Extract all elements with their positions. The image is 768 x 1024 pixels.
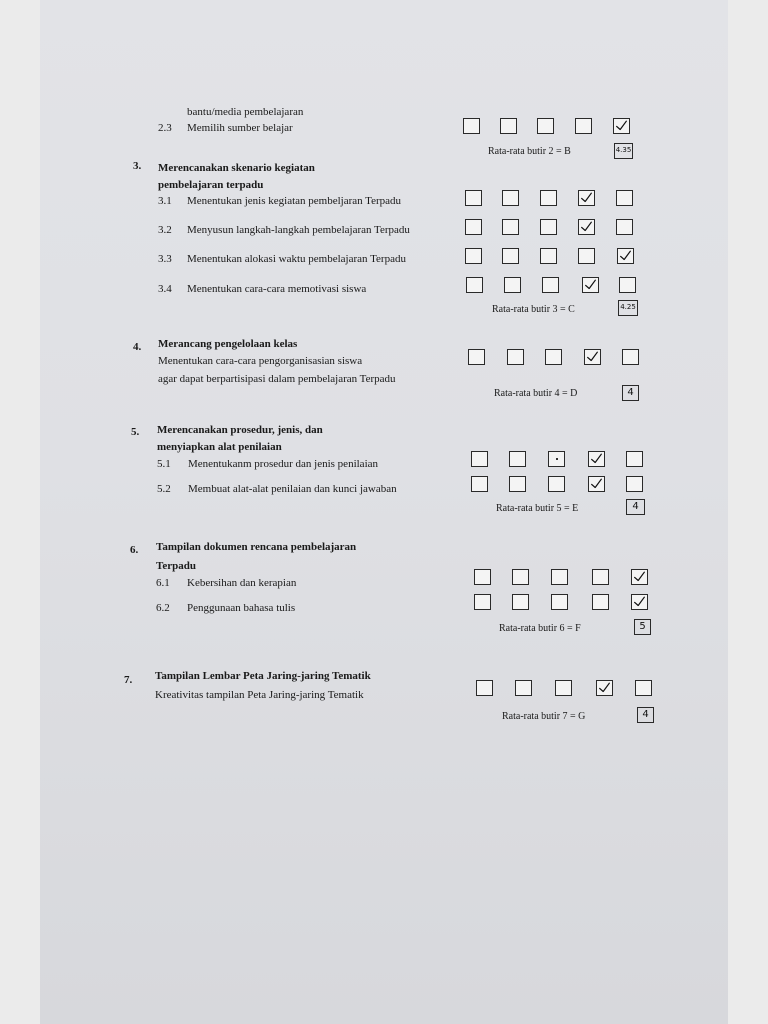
rating-checkbox-r2-3-3[interactable] — [537, 118, 554, 134]
rating-checkbox-r5-1-5[interactable] — [626, 451, 643, 467]
s3-title-line1: Merencanakan skenario kegiatan — [158, 162, 315, 174]
rating-checkbox-r4-5[interactable] — [622, 349, 639, 365]
checkmark-icon — [579, 220, 594, 234]
rating-checkbox-r7-2[interactable] — [515, 680, 532, 696]
item-3-1-number: 3.1 — [158, 195, 172, 207]
item-6-1-number: 6.1 — [156, 577, 170, 589]
checkmark-icon — [589, 477, 604, 491]
item-3-1-text: Menentukan jenis kegiatan pembeljaran Terpadu — [187, 195, 402, 207]
rating-checkbox-r5-1-3[interactable] — [548, 451, 565, 467]
rating-checkbox-r2-3-2[interactable] — [500, 118, 517, 134]
rating-checkbox-r3-2-4[interactable] — [578, 219, 595, 235]
s2-prev-line: bantu/media pembelajaran — [187, 106, 304, 118]
rating-checkbox-r3-4-4[interactable] — [582, 277, 599, 293]
checkmark-icon — [632, 595, 647, 609]
rating-checkbox-r4-3[interactable] — [545, 349, 562, 365]
s7-title: Tampilan Lembar Peta Jaring-jaring Tematik — [155, 670, 371, 682]
item-3-2-number: 3.2 — [158, 224, 172, 236]
item-6-2-text: Penggunaan bahasa tulis — [187, 602, 296, 614]
item-2-3-number: 2.3 — [158, 122, 172, 134]
rating-checkbox-r5-2-5[interactable] — [626, 476, 643, 492]
rating-checkbox-r7-4[interactable] — [596, 680, 613, 696]
rating-checkbox-r6-1-3[interactable] — [551, 569, 568, 585]
s2-average-label: Rata-rata butir 2 = B — [488, 146, 571, 157]
item-6-1-text: Kebersihan dan kerapian — [187, 577, 297, 589]
item-5-2-text: Membuat alat-alat penilaian dan kunci jawaban — [188, 483, 397, 495]
rating-checkbox-r6-2-1[interactable] — [474, 594, 491, 610]
rating-checkbox-r4-1[interactable] — [468, 349, 485, 365]
rating-checkbox-r5-2-4[interactable] — [588, 476, 605, 492]
rating-checkbox-r7-5[interactable] — [635, 680, 652, 696]
item-5-2-number: 5.2 — [157, 483, 171, 495]
item-3-4-number: 3.4 — [158, 283, 172, 295]
item-5-1-number: 5.1 — [157, 458, 171, 470]
rating-checkbox-r7-3[interactable] — [555, 680, 572, 696]
checkmark-icon — [597, 681, 612, 695]
s4-number: 4. — [133, 341, 142, 353]
item-3-3-text: Menentukan alokasi waktu pembelajaran Terpadu — [187, 253, 406, 265]
s7-line1: Kreativitas tampilan Peta Jaring-jaring Tematik — [155, 689, 364, 701]
item-5-1-text: Menentukanm prosedur dan jenis penilaian — [188, 458, 379, 470]
rating-checkbox-r3-2-5[interactable] — [616, 219, 633, 235]
rating-checkbox-r2-3-5[interactable] — [613, 118, 630, 134]
s6-number: 6. — [130, 544, 139, 556]
rating-checkbox-r3-3-1[interactable] — [465, 248, 482, 264]
s4-average-label: Rata-rata butir 4 = D — [494, 388, 578, 399]
s2-average-score: 4.35 — [614, 143, 633, 159]
s4-title: Merancang pengelolaan kelas — [158, 338, 298, 350]
rating-checkbox-r2-3-4[interactable] — [575, 118, 592, 134]
rating-checkbox-r6-2-4[interactable] — [592, 594, 609, 610]
rating-checkbox-r5-1-2[interactable] — [509, 451, 526, 467]
rating-checkbox-r3-3-4[interactable] — [578, 248, 595, 264]
checkmark-icon — [579, 191, 594, 205]
rating-checkbox-r7-1[interactable] — [476, 680, 493, 696]
s4-average-score: 4 — [622, 385, 639, 401]
s4-line1: Menentukan cara-cara pengorganisasian siswa — [158, 355, 363, 367]
rating-checkbox-r4-4[interactable] — [584, 349, 601, 365]
rating-checkbox-r4-2[interactable] — [507, 349, 524, 365]
rating-checkbox-r3-3-2[interactable] — [502, 248, 519, 264]
rating-checkbox-r3-2-2[interactable] — [502, 219, 519, 235]
rating-checkbox-r3-3-3[interactable] — [540, 248, 557, 264]
s5-number: 5. — [131, 426, 140, 438]
rating-checkbox-r5-1-4[interactable] — [588, 451, 605, 467]
rating-checkbox-r3-1-5[interactable] — [616, 190, 633, 206]
s3-number: 3. — [133, 160, 142, 172]
rating-checkbox-r5-2-3[interactable] — [548, 476, 565, 492]
rating-checkbox-r3-4-1[interactable] — [466, 277, 483, 293]
s7-average-label: Rata-rata butir 7 = G — [502, 711, 586, 722]
rating-checkbox-r3-1-3[interactable] — [540, 190, 557, 206]
rating-checkbox-r6-2-2[interactable] — [512, 594, 529, 610]
s6-title-line1: Tampilan dokumen rencana pembelajaran — [156, 541, 357, 553]
s5-average-label: Rata-rata butir 5 = E — [496, 503, 579, 514]
rating-checkbox-r3-4-5[interactable] — [619, 277, 636, 293]
checkmark-icon — [618, 249, 633, 263]
checkmark-icon — [589, 452, 604, 466]
rating-checkbox-r6-1-4[interactable] — [592, 569, 609, 585]
rating-checkbox-r3-1-1[interactable] — [465, 190, 482, 206]
rating-checkbox-r5-2-1[interactable] — [471, 476, 488, 492]
s5-title-line2: menyiapkan alat penilaian — [157, 441, 282, 453]
s5-average-score: 4 — [626, 499, 645, 515]
s4-line2: agar dapat berpartisipasi dalam pembelajaran Terpadu — [158, 373, 396, 385]
s7-number: 7. — [124, 674, 133, 686]
item-3-3-number: 3.3 — [158, 253, 172, 265]
rating-checkbox-r6-2-3[interactable] — [551, 594, 568, 610]
item-6-2-number: 6.2 — [156, 602, 170, 614]
item-3-4-text: Menentukan cara-cara memotivasi siswa — [187, 283, 367, 295]
s7-average-score: 4 — [637, 707, 654, 723]
s5-title-line1: Merencanakan prosedur, jenis, dan — [157, 424, 323, 436]
s6-average-score: 5 — [634, 619, 651, 635]
pen-dot-mark — [556, 458, 558, 460]
s3-average-label: Rata-rata butir 3 = C — [492, 304, 575, 315]
rating-checkbox-r3-2-3[interactable] — [540, 219, 557, 235]
rating-checkbox-r3-2-1[interactable] — [465, 219, 482, 235]
rating-checkbox-r3-3-5[interactable] — [617, 248, 634, 264]
s3-title-line2: pembelajaran terpadu — [158, 179, 264, 191]
item-3-2-text: Menyusun langkah-langkah pembelajaran Terpadu — [187, 224, 410, 236]
checkmark-icon — [614, 119, 629, 133]
item-2-3-text: Memilih sumber belajar — [187, 122, 293, 134]
rating-checkbox-r3-1-4[interactable] — [578, 190, 595, 206]
s3-average-score: 4.25 — [618, 300, 638, 316]
rating-checkbox-r3-4-2[interactable] — [504, 277, 521, 293]
checkmark-icon — [632, 570, 647, 584]
s6-average-label: Rata-rata butir 6 = F — [499, 623, 581, 634]
rating-checkbox-r3-4-3[interactable] — [542, 277, 559, 293]
checkmark-icon — [583, 278, 598, 292]
rating-checkbox-r6-1-2[interactable] — [512, 569, 529, 585]
rating-checkbox-r5-1-1[interactable] — [471, 451, 488, 467]
checkmark-icon — [585, 350, 600, 364]
rating-checkbox-r6-1-1[interactable] — [474, 569, 491, 585]
rating-checkbox-r6-1-5[interactable] — [631, 569, 648, 585]
rating-checkbox-r2-3-1[interactable] — [463, 118, 480, 134]
s6-title-line2: Terpadu — [156, 560, 196, 572]
rating-checkbox-r5-2-2[interactable] — [509, 476, 526, 492]
rating-checkbox-r3-1-2[interactable] — [502, 190, 519, 206]
rating-checkbox-r6-2-5[interactable] — [631, 594, 648, 610]
